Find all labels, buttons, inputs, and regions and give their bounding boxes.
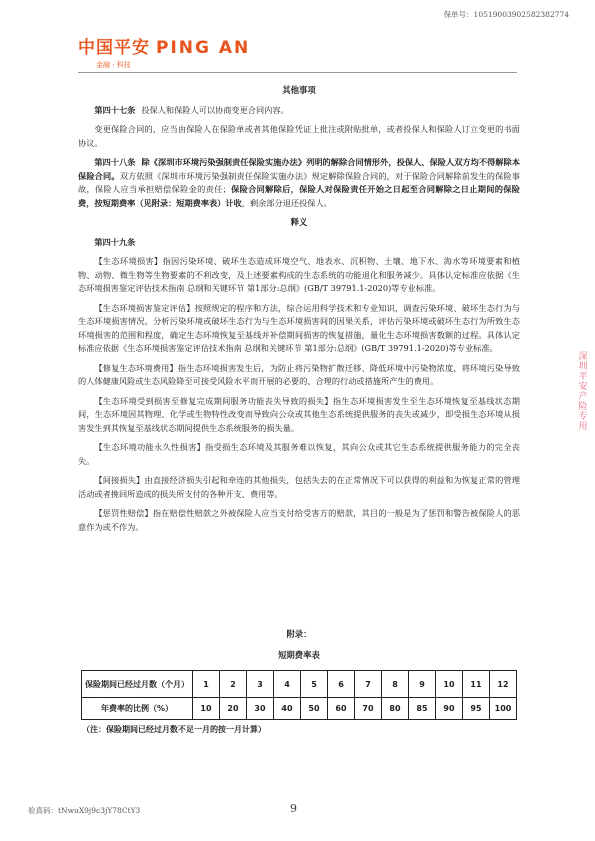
article-49 xyxy=(78,236,520,250)
verification-code: 验真码：tNwuX9j9c3jY78CtY3 xyxy=(28,806,141,815)
definition-permanent-damage: 【生态环境功能永久性损害】指受损生态环境及其服务难以恢复，其向公众或其它生态系统提供服务能力的完全丧失。 xyxy=(78,442,520,466)
short-term-rate-table xyxy=(81,670,517,720)
table-cell: 10 xyxy=(193,698,220,720)
table-cell: 20 xyxy=(220,698,247,720)
table-cell: 80 xyxy=(382,698,409,720)
table-cell: 85 xyxy=(409,698,436,720)
article-48-text-1: 双方依照《深圳市环境污染强制责任保险实施办法》规定解除保险合同的，对于保险合同解除前发生的保险事故，保险人应当承担赔偿保险金的责任； xyxy=(78,170,520,194)
article-48 xyxy=(78,156,520,210)
article-48-label: 第四十八条 xyxy=(94,157,136,167)
definition-damage-assessment: 【生态环境损害鉴定评估】按照规定的程序和方法，综合运用科学技术和专业知识，调查污染环境、破坏生态行为与生态环境损害情况，分析污染环境或破坏生态行为与生态环境损害间的因果关系，评估污染环境或破坏生态行为所致生态环境损害的范围和程度，确定生态环境恢复至基线并补偿期间损害的恢复措施，量化生态环境损害数额的过程。具体认定标准应依据《生态环境损害鉴定评估技术指南 总纲和关键环节 第1部分:总纲》(GB/T 39791.1-2020)等专业标准。 xyxy=(78,302,520,353)
row-label-rates: 年费率的比例（%） xyxy=(82,698,193,720)
short-term-rate-table-title: 短期费率表 xyxy=(278,650,320,660)
article-47-label: 第四十七条 xyxy=(94,104,136,115)
section-title-other: 其他事项 xyxy=(282,85,316,95)
definition-indirect-loss: 【间接损失】由直接经济损失引起和牵连的其他损失，包括失去的在正常情况下可以获得的利益和为恢复正常的管理活动或者挽回所造成的损失所支付的各种开支、费用等。 xyxy=(78,475,520,499)
appendix xyxy=(78,628,520,735)
table-cell: 10 xyxy=(436,671,463,698)
article-47-paragraph-2: 变更保险合同的，应当由保险人在保险单或者其他保险凭证上批注或附贴批单，或者投保人和保险人订立变更的书面协议。 xyxy=(78,124,520,148)
article-49-label: 第四十九条 xyxy=(94,236,136,247)
table-cell: 3 xyxy=(247,671,274,698)
article-48-bold-2: 保险合同解除后，保险人对保险责任开始之日起至合同解除之日止期间的保险费，按短期费率（见附录：短期费率表）计收 xyxy=(78,184,520,208)
document-body xyxy=(78,82,520,540)
table-note: （注：保险期间已经过月数不足一月的按一月计算） xyxy=(82,725,266,734)
row-label-months: 保险期间已经过月数（个月） xyxy=(82,671,193,698)
table-cell: 95 xyxy=(463,698,490,720)
table-cell: 11 xyxy=(463,671,490,698)
logo-cn: 中国平安 xyxy=(78,38,150,58)
side-seal-stamp: 深圳平安产险专用 xyxy=(578,352,588,432)
table-cell: 2 xyxy=(220,671,247,698)
table-cell: 5 xyxy=(301,671,328,698)
policy-number: 保单号：10519003902582382774 xyxy=(443,10,569,19)
table-row-rates xyxy=(82,698,517,720)
table-cell: 50 xyxy=(301,698,328,720)
table-cell: 4 xyxy=(274,671,301,698)
appendix-title: 附录： xyxy=(286,629,312,639)
table-cell: 30 xyxy=(247,698,274,720)
page-number: 9 xyxy=(290,802,297,815)
definition-interim-loss: 【生态环境受到损害至修复完成期间服务功能丧失导致的损失】指生态环境损害发生至生态环境恢复至基线状态期间，生态环境因其物理、化学或生物特性改变而导致向公众或其他生态系统提供服务的丧失或减少，即受损生态环境从损害发生到其恢复至基线状态期间提供生态系统服务的损失量。 xyxy=(78,395,520,433)
logo-en: PING AN xyxy=(156,38,251,58)
definition-ecological-damage: 【生态环境损害】指因污染环境、破坏生态造成环境空气、地表水、沉积物、土壤、地下水、海水等环境要素和植物、动物、微生物等生物要素的不利改变，及上述要素构成的生态系统的功能退化和服务减少。具体认定标准应依据《生态环境损害鉴定评估技术指南 总纲和关键环节 第1部分:总纲》(GB/T 39791.1-2020)等专业标准。 xyxy=(78,256,520,293)
table-cell: 1 xyxy=(193,671,220,698)
table-cell: 40 xyxy=(274,698,301,720)
article-47-text: 投保人和保险人可以协商变更合同内容。 xyxy=(141,104,289,115)
article-48-bold-1: 除《深圳市环境污染强制责任保险实施办法》列明的解除合同情形外，投保人、保险人双方均不得解除本保险合同。 xyxy=(78,157,520,181)
article-47 xyxy=(78,104,520,118)
table-cell: 6 xyxy=(328,671,355,698)
table-cell: 70 xyxy=(355,698,382,720)
table-cell: 8 xyxy=(382,671,409,698)
table-cell: 9 xyxy=(409,671,436,698)
table-row-months xyxy=(82,671,517,698)
table-cell: 100 xyxy=(490,698,517,720)
section-title-definitions: 释义 xyxy=(290,217,308,227)
header-divider xyxy=(78,72,517,73)
definition-punitive-damages: 【惩罚性赔偿】指在赔偿性赔款之外被保险人应当支付给受害方的赔款，其目的一般是为了惩罚和警告被保险人的恶意作为或不作为。 xyxy=(78,508,520,532)
ping-an-logo xyxy=(78,33,250,70)
definition-restoration-cost: 【修复生态环境费用】指生态环境损害发生后，为防止将污染物扩散迁移、降低环境中污染物浓度，将环境污染导致的人体健康风险或生态风险降至可接受风险水平而开展的必要的、合理的行动或措施所产生的费用。 xyxy=(78,362,520,386)
logo-sub: 金融 · 科技 xyxy=(96,61,131,69)
table-cell: 90 xyxy=(436,698,463,720)
table-cell: 7 xyxy=(355,671,382,698)
table-cell: 60 xyxy=(328,698,355,720)
article-48-text-2: ，剩余部分退还投保人。 xyxy=(241,197,332,208)
table-cell: 12 xyxy=(490,671,517,698)
